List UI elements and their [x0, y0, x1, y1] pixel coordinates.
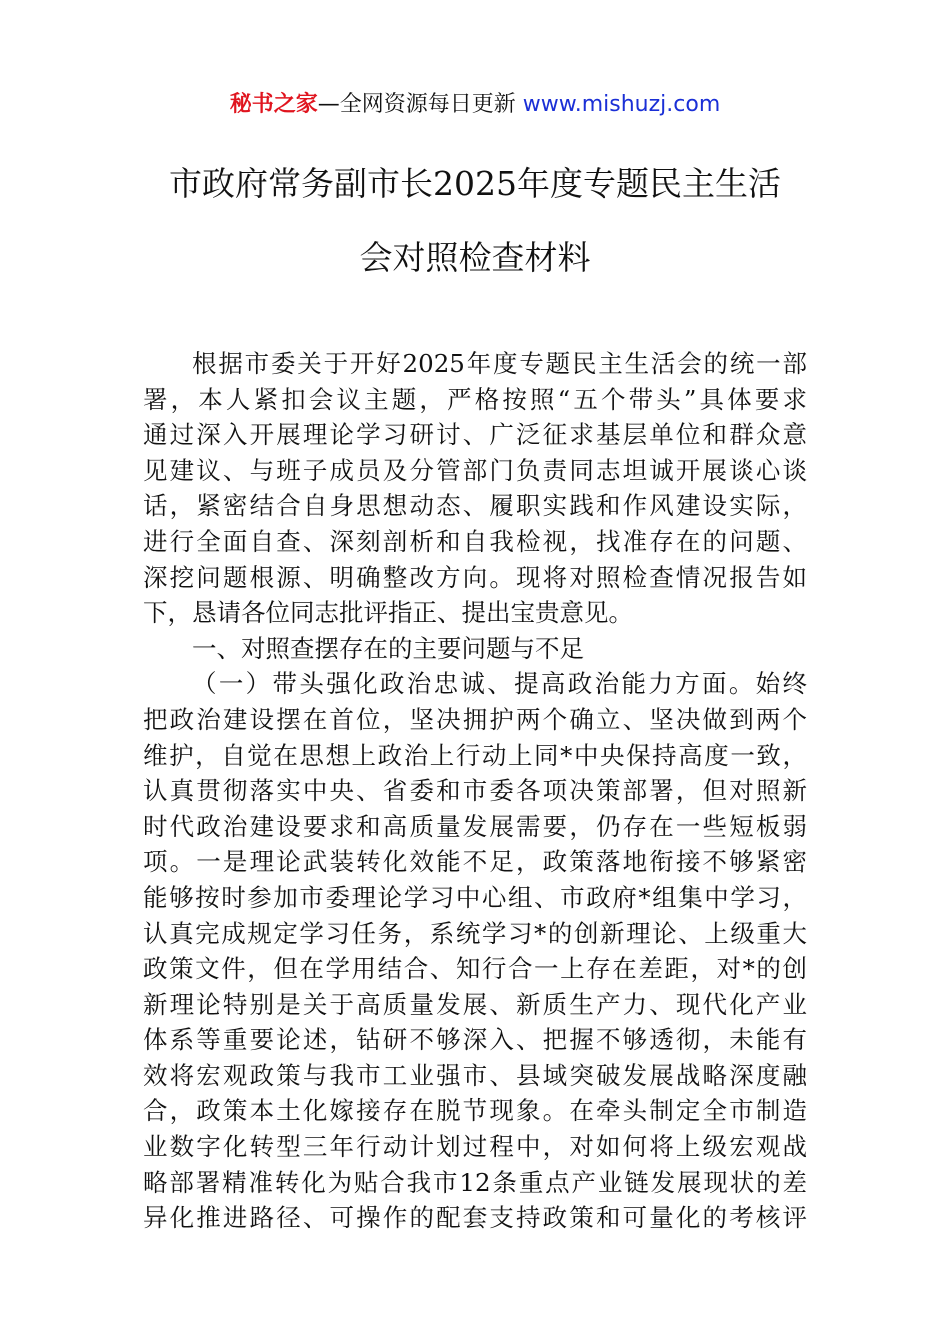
paragraph-intro — [143, 346, 807, 631]
text-line: 深挖问题根源、明确整改方向。现将对照检查情况报告如 — [143, 562, 807, 592]
text-line: 认真完成规定学习任务，系统学习*的创新理论、上级重大 — [143, 918, 807, 948]
text-line: 认真贯彻落实中央、省委和市委各项决策部署，但对照新 — [143, 776, 807, 806]
site-brand: 秘书之家 — [229, 92, 318, 117]
text-line: （一）带头强化政治忠诚、提高政治能力方面。始终 — [192, 669, 807, 699]
text-line: 项。一是理论武装转化效能不足，政策落地衔接不够紧密 — [143, 847, 807, 877]
title-line-2: 会对照检查材料 — [359, 238, 591, 277]
section-heading: 一、对照查摆存在的主要问题与不足 — [192, 633, 584, 663]
text-line: 异化推进路径、可操作的配套支持政策和可量化的考核评 — [143, 1203, 807, 1233]
document-body — [143, 346, 807, 1236]
site-tagline: —全网资源每日更新 — [317, 92, 523, 117]
text-line: 进行全面自查、深刻剖析和自我检视，找准存在的问题、 — [143, 526, 807, 556]
text-line: 政策文件，但在学用结合、知行合一上存在差距，对*的创 — [143, 954, 807, 984]
title-line-1: 市政府常务副市长2025年度专题民主生活 — [169, 164, 781, 203]
text-line: 通过深入开展理论学习研讨、广泛征求基层单位和群众意 — [143, 420, 807, 450]
text-line: 能够按时参加市委理论学习中心组、市政府*组集中学习， — [143, 882, 807, 912]
text-line: 下，恳请各位同志批评指正、提出宝贵意见。 — [143, 598, 633, 628]
text-line: 把政治建设摆在首位，坚决拥护两个确立、坚决做到两个 — [143, 704, 807, 734]
text-line: 合，政策本土化嫁接存在脱节现象。在牵头制定全市制造 — [143, 1096, 807, 1126]
text-line: 维护，自觉在思想上政治上行动上同*中央保持高度一致， — [143, 740, 807, 770]
text-line: 业数字化转型三年行动计划过程中，对如何将上级宏观战 — [143, 1132, 807, 1162]
text-line: 略部署精准转化为贴合我市12条重点产业链发展现状的差 — [143, 1167, 807, 1197]
text-line: 体系等重要论述，钻研不够深入、把握不够透彻，未能有 — [143, 1025, 807, 1055]
document-title — [100, 158, 850, 306]
text-line: 署，本人紧扣会议主题，严格按照“五个带头”具体要求 — [143, 384, 807, 414]
text-line: 根据市委关于开好2025年度专题民主生活会的统一部 — [192, 349, 807, 378]
text-line: 效将宏观政策与我市工业强市、县域突破发展战略深度融 — [143, 1060, 807, 1090]
site-url-link[interactable]: www.mishuzj.com — [522, 92, 721, 117]
text-line: 时代政治建设要求和高质量发展需要，仍存在一些短板弱 — [143, 811, 807, 841]
paragraph-section-1 — [143, 666, 807, 1236]
text-line: 新理论特别是关于高质量发展、新质生产力、现代化产业 — [143, 989, 807, 1019]
text-line: 见建议、与班子成员及分管部门负责同志坦诚开展谈心谈 — [143, 455, 807, 485]
site-header — [0, 88, 950, 122]
text-line: 话，紧密结合自身思想动态、履职实践和作风建设实际， — [143, 491, 807, 521]
